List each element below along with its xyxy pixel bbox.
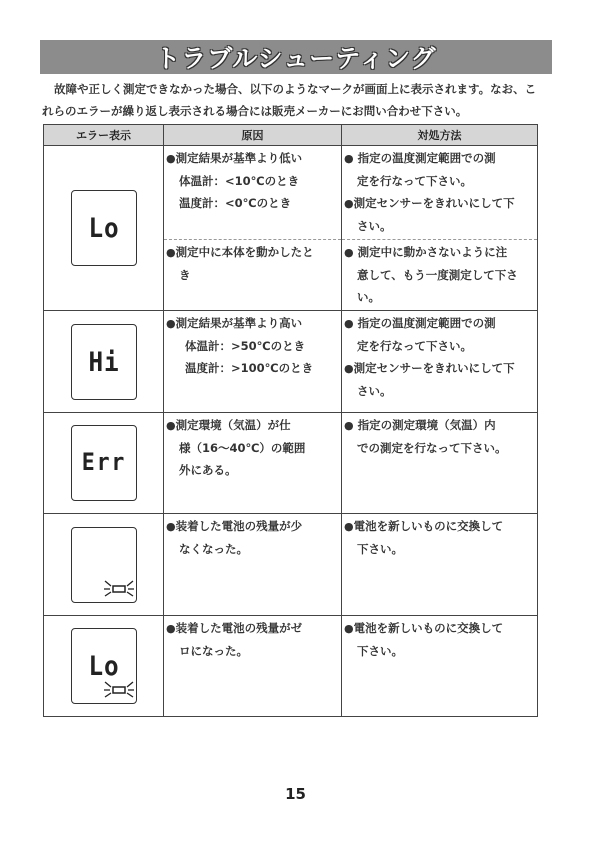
cause-text: 測定結果が基準より低い xyxy=(175,151,303,165)
header-cause: 原因 xyxy=(164,125,342,146)
bullet: ● xyxy=(344,362,354,375)
remedy-text: 下さい。 xyxy=(357,542,403,556)
remedy-text: 電池を新しいものに交換して xyxy=(353,621,504,635)
cause-cell xyxy=(164,146,342,240)
table-row xyxy=(44,514,538,616)
cause-text: 体温計：>50℃のとき xyxy=(185,339,306,353)
cause-text: 測定結果が基準より高い xyxy=(175,316,303,330)
title-banner xyxy=(40,40,552,74)
lcd-text: Lo xyxy=(87,651,120,682)
low-battery-icon xyxy=(102,578,136,598)
remedy-text: 指定の測定環境（気温）内 xyxy=(357,418,496,432)
troubleshooting-table xyxy=(43,124,538,717)
bullet: ● xyxy=(344,520,354,533)
page-title: トラブルシューティング xyxy=(155,44,437,73)
remedy-text: 測定中に動かさないように注 xyxy=(357,245,508,259)
remedy-text: 指定の温度測定範囲での測 xyxy=(357,151,496,165)
cause-text: 測定中に本体を動かしたと xyxy=(175,245,314,259)
table-header-row xyxy=(44,125,538,146)
lcd-screen xyxy=(71,425,137,501)
cause-text: 外にある。 xyxy=(179,463,237,477)
remedy-text: い。 xyxy=(357,290,380,304)
cause-cell xyxy=(164,240,342,311)
remedy-text: さい。 xyxy=(357,219,392,233)
remedy-text: 意して、もう一度測定して下さ xyxy=(357,268,518,282)
table-row xyxy=(44,413,538,514)
remedy-text: 指定の温度測定範囲での測 xyxy=(357,316,496,330)
bullet: ● xyxy=(166,419,176,432)
remedy-text: 下さい。 xyxy=(357,644,403,658)
error-display-cell xyxy=(44,616,164,717)
cause-text: 体温計：<10℃のとき xyxy=(179,174,300,188)
bullet: ● xyxy=(344,152,354,165)
cause-text: 温度計：>100℃のとき xyxy=(185,361,314,375)
remedy-text: 定を行なって下さい。 xyxy=(357,174,472,188)
remedy-text: 電池を新しいものに交換して xyxy=(353,519,504,533)
lcd-text: Err xyxy=(81,448,126,476)
low-battery-icon xyxy=(102,679,136,699)
remedy-text: さい。 xyxy=(357,384,392,398)
intro-line-1: 故障や正しく測定できなかった場合、以下のようなマークが画面上に表示されます。なお、こ xyxy=(54,82,537,96)
cause-text: なくなった。 xyxy=(179,542,248,556)
cause-cell xyxy=(164,413,342,514)
table-row xyxy=(44,311,538,413)
bullet: ● xyxy=(166,317,176,330)
intro-line-2: れらのエラーが繰り返し表示される場合には販売メーカーにお問い合わせ下さい。 xyxy=(42,104,468,118)
remedy-cell xyxy=(342,240,538,311)
error-display-cell xyxy=(44,514,164,616)
remedy-cell xyxy=(342,616,538,717)
cause-cell xyxy=(164,616,342,717)
header-error-display: エラー表示 xyxy=(44,125,164,146)
remedy-text: での測定を行なって下さい。 xyxy=(357,441,507,455)
lcd-text: Hi xyxy=(87,346,120,378)
bullet: ● xyxy=(344,246,354,259)
error-display-cell xyxy=(44,311,164,413)
header-remedy: 対処方法 xyxy=(342,125,538,146)
lcd-screen xyxy=(71,190,137,266)
remedy-cell xyxy=(342,413,538,514)
cause-text: 測定環境（気温）が仕 xyxy=(175,418,291,432)
remedy-cell xyxy=(342,146,538,240)
error-display-cell xyxy=(44,146,164,311)
remedy-cell xyxy=(342,311,538,413)
error-display-cell xyxy=(44,413,164,514)
cause-text: ロになった。 xyxy=(179,644,248,658)
cause-text: き xyxy=(179,268,191,282)
bullet: ● xyxy=(344,317,354,330)
bullet: ● xyxy=(166,622,176,635)
table-row xyxy=(44,146,538,240)
remedy-text: 測定センサーをきれいにして下 xyxy=(353,361,515,375)
bullet: ● xyxy=(344,197,354,210)
cause-cell xyxy=(164,311,342,413)
lcd-screen xyxy=(71,628,137,704)
bullet: ● xyxy=(344,622,354,635)
intro-paragraph xyxy=(42,78,552,122)
cause-text: 様（16〜40℃）の範囲 xyxy=(179,441,306,455)
cause-text: 装着した電池の残量が少 xyxy=(175,519,303,533)
bullet: ● xyxy=(166,520,176,533)
cause-cell xyxy=(164,514,342,616)
bullet: ● xyxy=(166,246,176,259)
cause-text: 温度計：<0℃のとき xyxy=(179,196,292,210)
lcd-screen xyxy=(71,527,137,603)
remedy-text: 測定センサーをきれいにして下 xyxy=(353,196,515,210)
bullet: ● xyxy=(166,152,176,165)
cause-text: 装着した電池の残量がゼ xyxy=(175,621,303,635)
lcd-screen xyxy=(71,324,137,400)
table-row xyxy=(44,616,538,717)
remedy-cell xyxy=(342,514,538,616)
lcd-text: Lo xyxy=(87,213,120,244)
remedy-text: 定を行なって下さい。 xyxy=(357,339,472,353)
page-number: 15 xyxy=(285,785,306,803)
bullet: ● xyxy=(344,419,354,432)
